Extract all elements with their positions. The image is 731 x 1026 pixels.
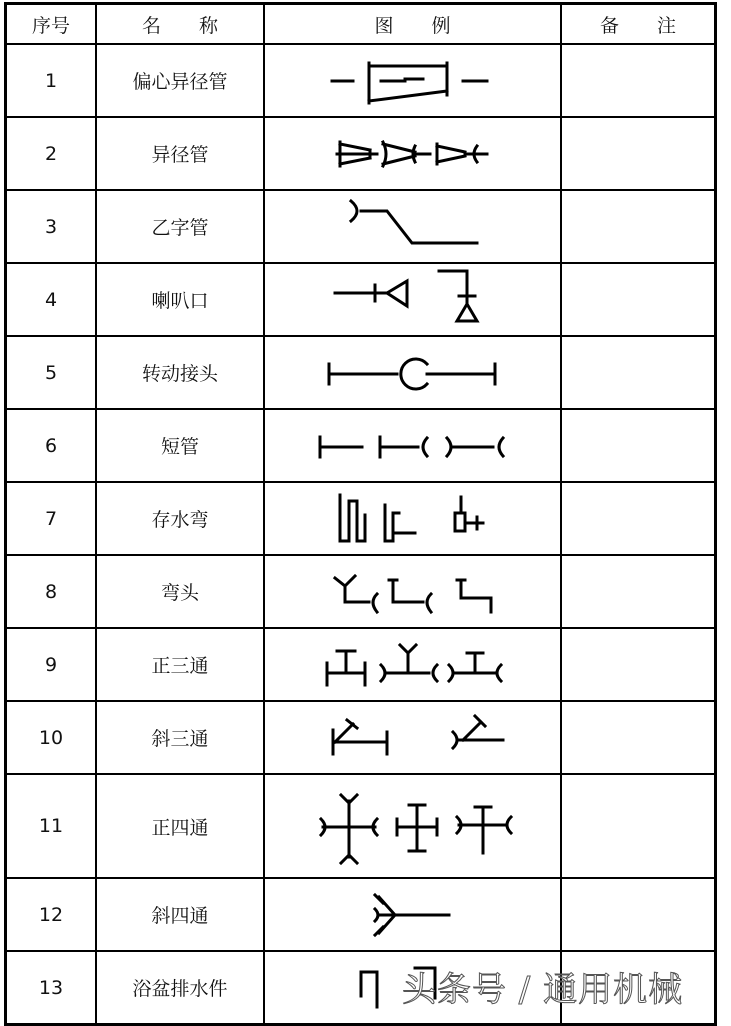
table-row <box>6 336 716 409</box>
row-no: 13 <box>6 951 97 1025</box>
row-name: 乙字管 <box>96 190 264 263</box>
elbow-icon <box>265 556 560 627</box>
table-row <box>6 117 716 190</box>
cross-icon <box>265 775 560 877</box>
row-legend <box>264 190 561 263</box>
table-row <box>6 409 716 482</box>
row-remark <box>561 409 716 482</box>
row-remark <box>561 774 716 878</box>
row-remark <box>561 44 716 117</box>
header-name: 名 称 <box>96 4 264 45</box>
row-legend <box>264 628 561 701</box>
short-pipe-icon <box>265 410 560 481</box>
header-row <box>6 4 716 45</box>
row-name: 浴盆排水件 <box>96 951 264 1025</box>
row-legend <box>264 336 561 409</box>
row-remark <box>561 482 716 555</box>
row-no: 1 <box>6 44 97 117</box>
row-legend <box>264 409 561 482</box>
table-row <box>6 44 716 117</box>
row-remark <box>561 555 716 628</box>
row-remark <box>561 628 716 701</box>
row-name: 喇叭口 <box>96 263 264 336</box>
row-no: 7 <box>6 482 97 555</box>
header-no: 序号 <box>6 4 97 45</box>
table-row <box>6 263 716 336</box>
row-name: 转动接头 <box>96 336 264 409</box>
table-row <box>6 190 716 263</box>
row-name: 短管 <box>96 409 264 482</box>
row-no: 2 <box>6 117 97 190</box>
row-remark <box>561 117 716 190</box>
row-name: 正四通 <box>96 774 264 878</box>
row-legend <box>264 263 561 336</box>
eccentric-reducer-icon <box>265 45 560 116</box>
row-remark <box>561 878 716 951</box>
oblique-tee-icon <box>265 702 560 773</box>
trap-icon <box>265 483 560 554</box>
oblique-cross-icon <box>265 879 560 950</box>
row-legend <box>264 555 561 628</box>
row-legend <box>264 701 561 774</box>
row-name: 斜四通 <box>96 878 264 951</box>
table-row <box>6 774 716 878</box>
table-row <box>6 555 716 628</box>
row-name: 正三通 <box>96 628 264 701</box>
row-no: 3 <box>6 190 97 263</box>
row-no: 12 <box>6 878 97 951</box>
pipe-fittings-legend-table <box>4 2 717 1026</box>
row-no: 9 <box>6 628 97 701</box>
row-no: 11 <box>6 774 97 878</box>
row-no: 6 <box>6 409 97 482</box>
watermark: 头条号 / 通用机械 <box>402 970 684 1010</box>
tee-icon <box>265 629 560 700</box>
row-legend <box>264 482 561 555</box>
row-remark <box>561 336 716 409</box>
table-row <box>6 628 716 701</box>
row-remark <box>561 701 716 774</box>
row-legend <box>264 117 561 190</box>
row-legend <box>264 878 561 951</box>
row-name: 斜三通 <box>96 701 264 774</box>
row-name: 偏心异径管 <box>96 44 264 117</box>
table-row <box>6 701 716 774</box>
row-no: 10 <box>6 701 97 774</box>
row-no: 4 <box>6 263 97 336</box>
row-name: 存水弯 <box>96 482 264 555</box>
header-remark: 备 注 <box>561 4 716 45</box>
bell-mouth-icon <box>265 264 560 335</box>
row-remark <box>561 190 716 263</box>
row-name: 异径管 <box>96 117 264 190</box>
header-legend: 图 例 <box>264 4 561 45</box>
row-remark <box>561 263 716 336</box>
row-legend <box>264 774 561 878</box>
offset-pipe-icon <box>265 191 560 262</box>
table-row <box>6 878 716 951</box>
row-legend <box>264 44 561 117</box>
reducer-icon <box>265 118 560 189</box>
row-name: 弯头 <box>96 555 264 628</box>
swivel-joint-icon <box>265 337 560 408</box>
table-row <box>6 482 716 555</box>
row-no: 8 <box>6 555 97 628</box>
row-no: 5 <box>6 336 97 409</box>
